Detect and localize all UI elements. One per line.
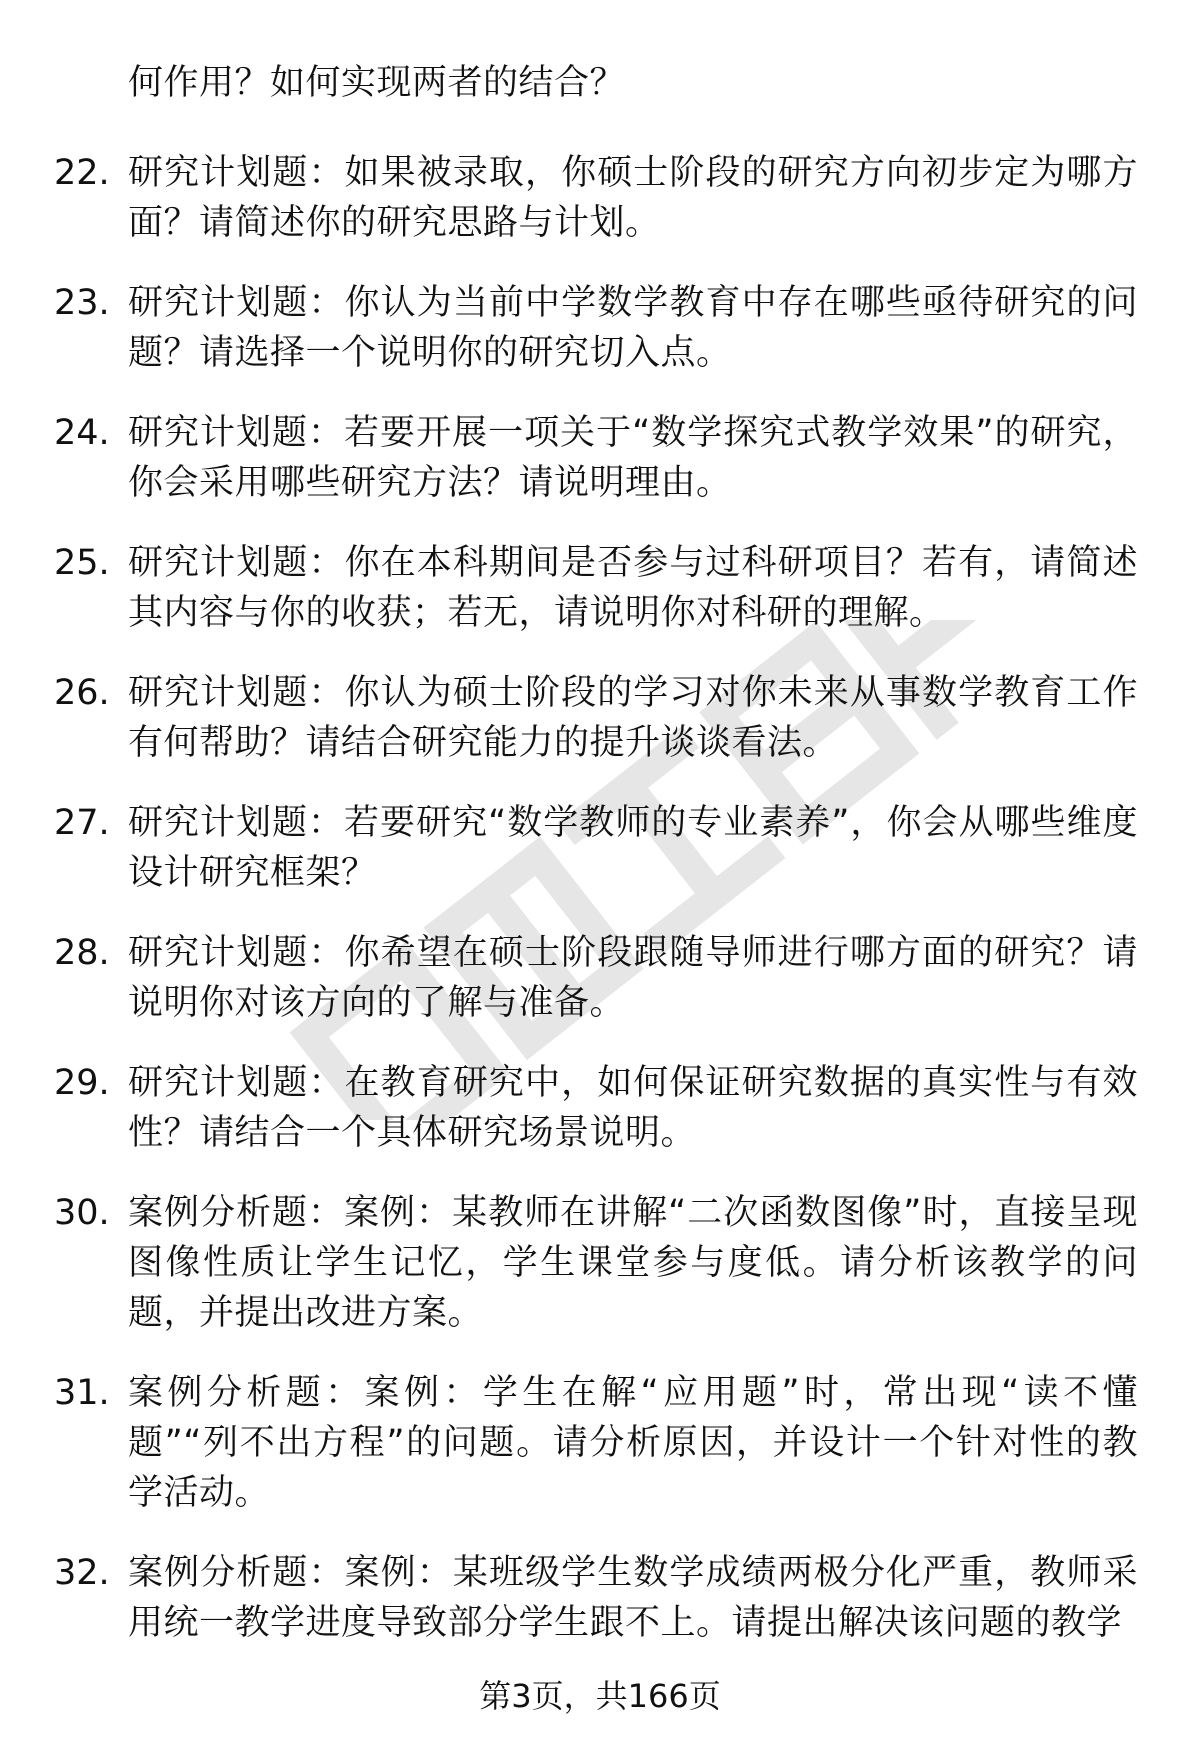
question-number: 25. <box>54 543 110 583</box>
question-text: 研究计划题：如果被录取，你硕士阶段的研究方向初步定为哪方面？请简述你的研究思路与计划。 <box>128 153 1138 243</box>
question-item <box>0 1058 1200 1158</box>
question-text: 案例分析题：案例：某教师在讲解“二次函数图像”时，直接呈现图像性质让学生记忆，学生课堂参与度低。请分析该教学的问题，并提出改进方案。 <box>128 1193 1138 1333</box>
question-number: 26. <box>54 673 110 713</box>
question-item <box>0 668 1200 768</box>
question-item <box>0 1548 1200 1648</box>
question-item <box>0 1188 1200 1338</box>
question-number: 32. <box>54 1553 110 1593</box>
question-list <box>0 148 1200 1678</box>
question-text: 案例分析题：案例：学生在解“应用题”时，常出现“读不懂题”“列不出方程”的问题。请分析原因，并设计一个针对性的教学活动。 <box>128 1373 1138 1513</box>
question-text: 研究计划题：若要研究“数学教师的专业素养”，你会从哪些维度设计研究框架？ <box>128 803 1138 893</box>
question-text: 研究计划题：若要开展一项关于“数学探究式教学效果”的研究，你会采用哪些研究方法？请说明理由。 <box>128 413 1138 503</box>
question-text: 研究计划题：在教育研究中，如何保证研究数据的真实性与有效性？请结合一个具体研究场景说明。 <box>128 1063 1138 1153</box>
question-item <box>0 1368 1200 1518</box>
question-number: 27. <box>54 803 110 843</box>
question-item <box>0 408 1200 508</box>
question-text: 研究计划题：你认为当前中学数学教育中存在哪些亟待研究的问题？请选择一个说明你的研究切入点。 <box>128 283 1138 373</box>
question-text: 研究计划题：你认为硕士阶段的学习对你未来从事数学教育工作有何帮助？请结合研究能力的提升谈谈看法。 <box>128 673 1138 763</box>
question-item <box>0 148 1200 248</box>
question-text: 案例分析题：案例：某班级学生数学成绩两极分化严重，教师采用统一教学进度导致部分学生跟不上。请提出解决该问题的教学 <box>128 1553 1138 1643</box>
question-number: 28. <box>54 933 110 973</box>
page-footer: 第3页，共166页 <box>479 1677 721 1715</box>
question-number: 31. <box>54 1373 110 1413</box>
question-number: 30. <box>54 1193 110 1233</box>
question-item <box>0 928 1200 1028</box>
question-item <box>0 538 1200 638</box>
question-text: 研究计划题：你希望在硕士阶段跟随导师进行哪方面的研究？请说明你对该方向的了解与准备。 <box>128 933 1138 1023</box>
question-item <box>0 798 1200 898</box>
question-number: 24. <box>54 413 110 453</box>
question-number: 29. <box>54 1063 110 1103</box>
continuation-text: 何作用？如何实现两者的结合？ <box>128 63 626 103</box>
question-item <box>0 278 1200 378</box>
question-text: 研究计划题：你在本科期间是否参与过科研项目？若有，请简述其内容与你的收获；若无，请说明你对科研的理解。 <box>128 543 1138 633</box>
question-number: 23. <box>54 283 110 323</box>
question-number: 22. <box>54 153 110 193</box>
